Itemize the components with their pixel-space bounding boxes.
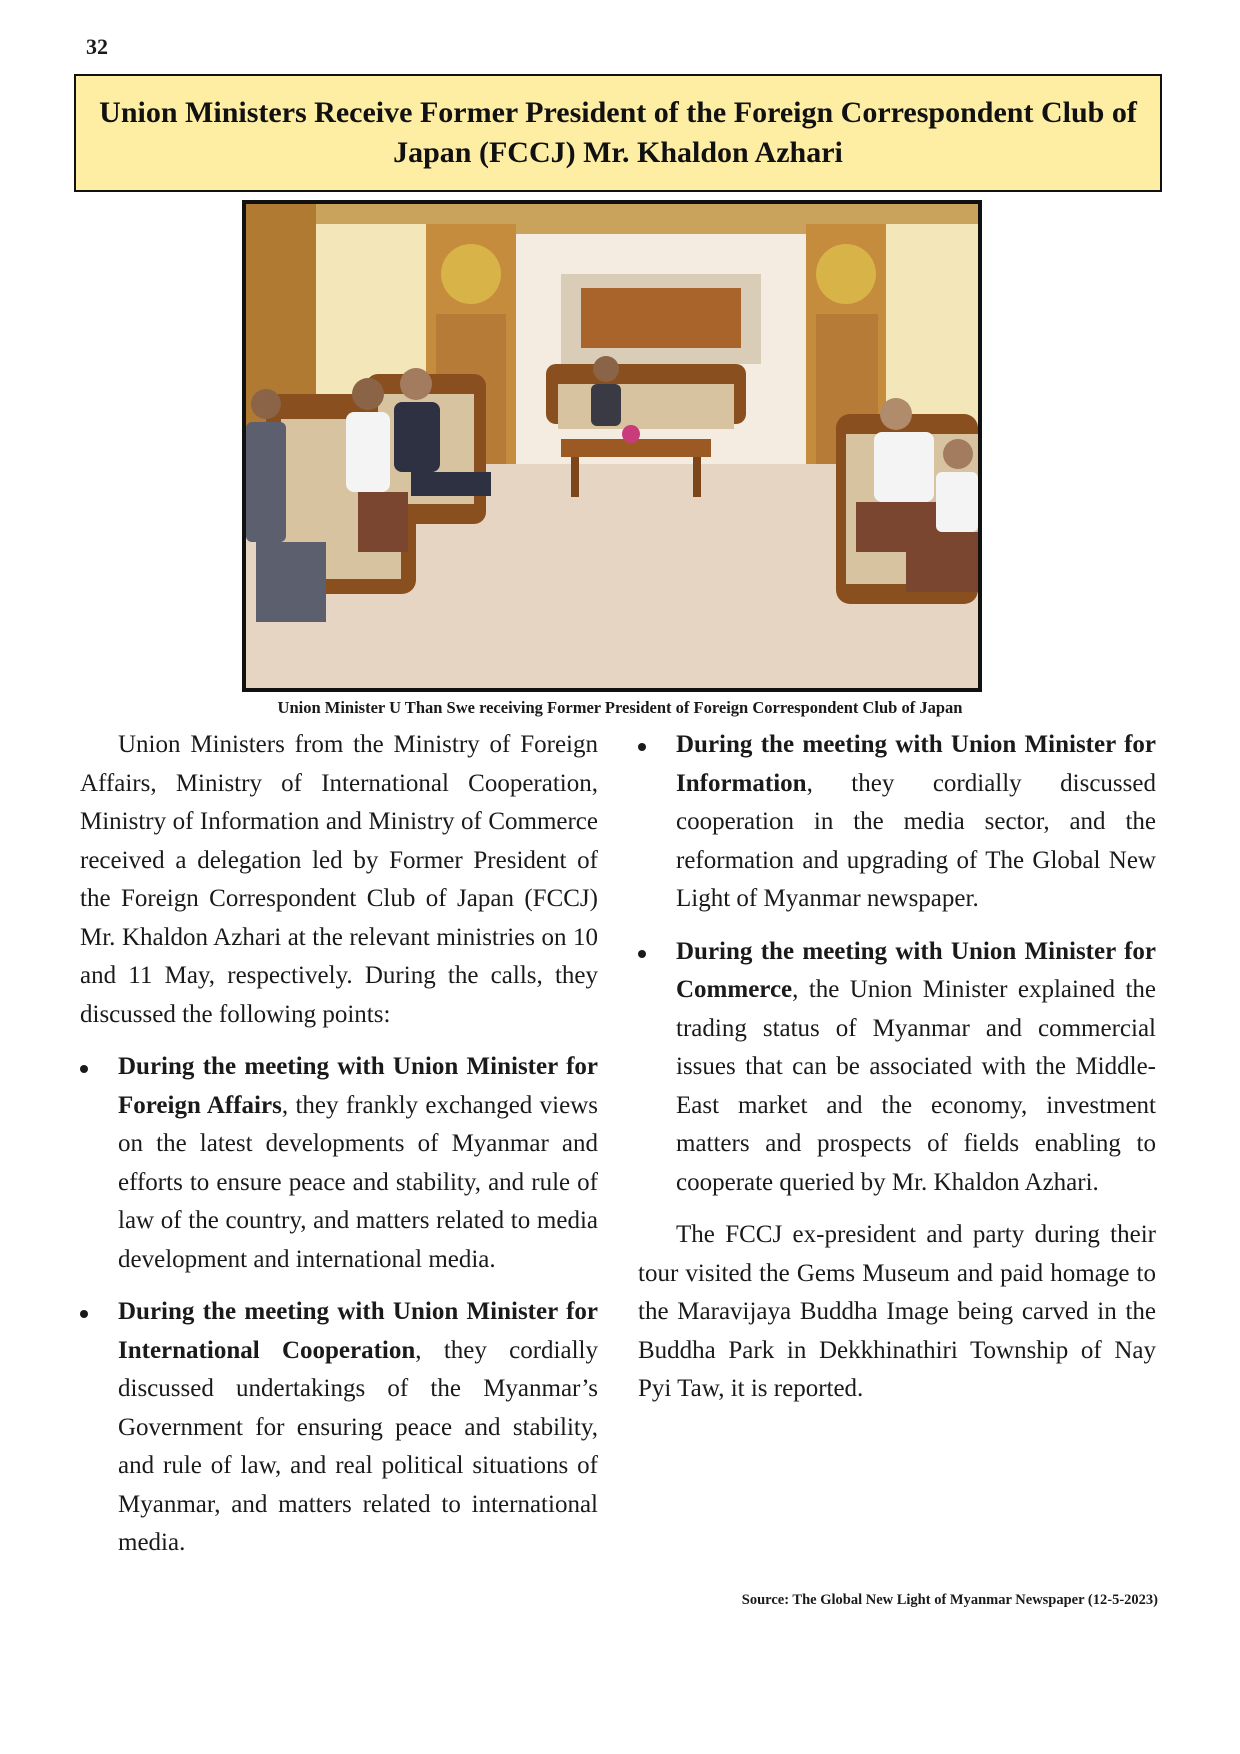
bullet-heading: During the meeting with Union Minister for Foreign Affairs <box>118 1053 598 1119</box>
bullet-foreign-affairs <box>80 1048 598 1279</box>
bullet-commerce <box>638 933 1156 1203</box>
closing-paragraph: The FCCJ ex-president and party during their tour visited the Gems Museum and paid homage to the Maravijaya Buddha Image being carved in the Buddha Park in Dekkhinathiri Township of Nay Pyi Taw, it is reported. <box>638 1221 1156 1402</box>
page-number: 32 <box>86 34 108 59</box>
right-column <box>638 726 1156 1423</box>
title-box <box>74 74 1162 192</box>
intro-paragraph: Union Ministers from the Ministry of Foreign Affairs, Ministry of International Cooperation, Ministry of Information and Ministry of Commerce received a delegation led by Former President of the Foreign Correspondent Club of Japan (FCCJ) Mr. Khaldon Azhari at the relevant ministries on 10 and 11 May, respectively. During the calls, they discussed the following points: <box>80 731 598 1028</box>
left-column <box>80 726 598 1577</box>
meeting-room-illustration <box>246 204 978 688</box>
bullet-dot <box>638 950 646 958</box>
bullet-text: , they cordially discussed cooperation in the media sector, and the reformation and upgrading of The Global New Light of Myanmar newspaper. <box>676 769 1156 912</box>
bullet-heading: During the meeting with Union Minister for Commerce <box>676 937 1156 1003</box>
bullet-dot <box>80 1310 88 1318</box>
bullet-heading: During the meeting with Union Minister for Information <box>676 731 1156 797</box>
bullet-text: , the Union Minister explained the trading status of Myanmar and commercial issues that can be associated with the Middle-East market and the economy, investment matters and prospects of fields enabling to cooperate queried by Mr. Khaldon Azhari. <box>676 976 1156 1196</box>
bullet-dot <box>638 743 646 751</box>
source-line: Source: The Global New Light of Myanmar Newspaper (12-5-2023) <box>741 1592 1158 1608</box>
meeting-photo <box>242 200 982 692</box>
bullet-text: , they cordially discussed undertakings of the Myanmar’s Government for ensuring peace and stability, and rule of law, and real political situations of Myanmar, and matters related to international media. <box>118 1336 598 1556</box>
bullet-text: , they frankly exchanged views on the latest developments of Myanmar and efforts to ensure peace and stability, and rule of law of the country, and matters related to media development and international media. <box>118 1091 598 1273</box>
photo-caption: Union Minister U Than Swe receiving Former President of Foreign Correspondent Club of Japan <box>277 698 963 717</box>
page-title: Union Ministers Receive Former President of the Foreign Correspondent Club of Japan (FCCJ) Mr. Khaldon Azhari <box>99 96 1137 169</box>
bullet-heading: During the meeting with Union Minister for International Cooperation <box>118 1298 598 1364</box>
bullet-dot <box>80 1065 88 1073</box>
bullet-information <box>638 726 1156 919</box>
bullet-international-cooperation <box>80 1293 598 1563</box>
